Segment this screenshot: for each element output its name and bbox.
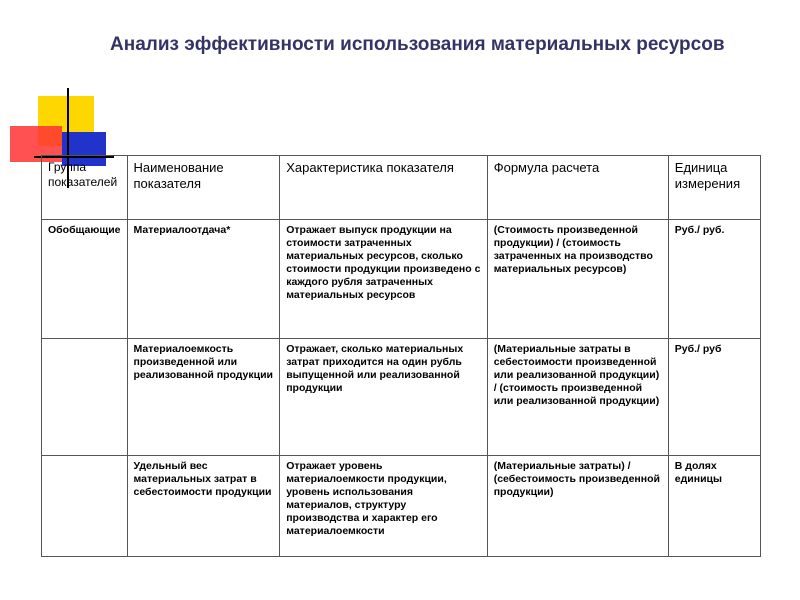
cell-unit: Руб./ руб. xyxy=(668,220,760,339)
header-name: Наименование показателя xyxy=(127,156,280,220)
cell-characteristic: Отражает, сколько материальных затрат приходится на один рубль выпущенной или реализованной продукции xyxy=(280,339,487,456)
indicators-table xyxy=(41,155,761,557)
cell-formula: (Стоимость произведенной продукции) / (стоимость затраченных на производство материальных ресурсов) xyxy=(487,220,668,339)
cell-unit: В долях единицы xyxy=(668,456,760,557)
cell-unit: Руб./ руб xyxy=(668,339,760,456)
table-row xyxy=(42,220,761,339)
cell-group: Обобщающие xyxy=(42,220,128,339)
cell-group xyxy=(42,456,128,557)
cell-name: Материалоотдача* xyxy=(127,220,280,339)
header-formula: Формула расчета xyxy=(487,156,668,220)
table-row xyxy=(42,339,761,456)
table-row xyxy=(42,456,761,557)
cell-group xyxy=(42,339,128,456)
header-unit: Единица измерения xyxy=(668,156,760,220)
cell-characteristic: Отражает выпуск продукции на стоимости затраченных материальных ресурсов, сколько стоимости продукции произведено с каждого рубля затраченных материальных ресурсов xyxy=(280,220,487,339)
slide-title: Анализ эффективности использования материальных ресурсов xyxy=(110,34,725,55)
header-group: Группа показателей xyxy=(42,156,128,220)
table-header-row xyxy=(42,156,761,220)
header-characteristic: Характеристика показателя xyxy=(280,156,487,220)
cell-formula: (Материальные затраты) / (себестоимость произведенной продукции) xyxy=(487,456,668,557)
cell-name: Материалоемкость произведенной или реализованной продукции xyxy=(127,339,280,456)
cell-name: Удельный вес материальных затрат в себестоимости продукции xyxy=(127,456,280,557)
cell-characteristic: Отражает уровень материалоемкости продукции, уровень использования материалов, структуру производства и характер его материалоемкости xyxy=(280,456,487,557)
cell-formula: (Материальные затраты в себестоимости произведенной или реализованной продукции) / (стоимость произведенной или реализованной продукции) xyxy=(487,339,668,456)
